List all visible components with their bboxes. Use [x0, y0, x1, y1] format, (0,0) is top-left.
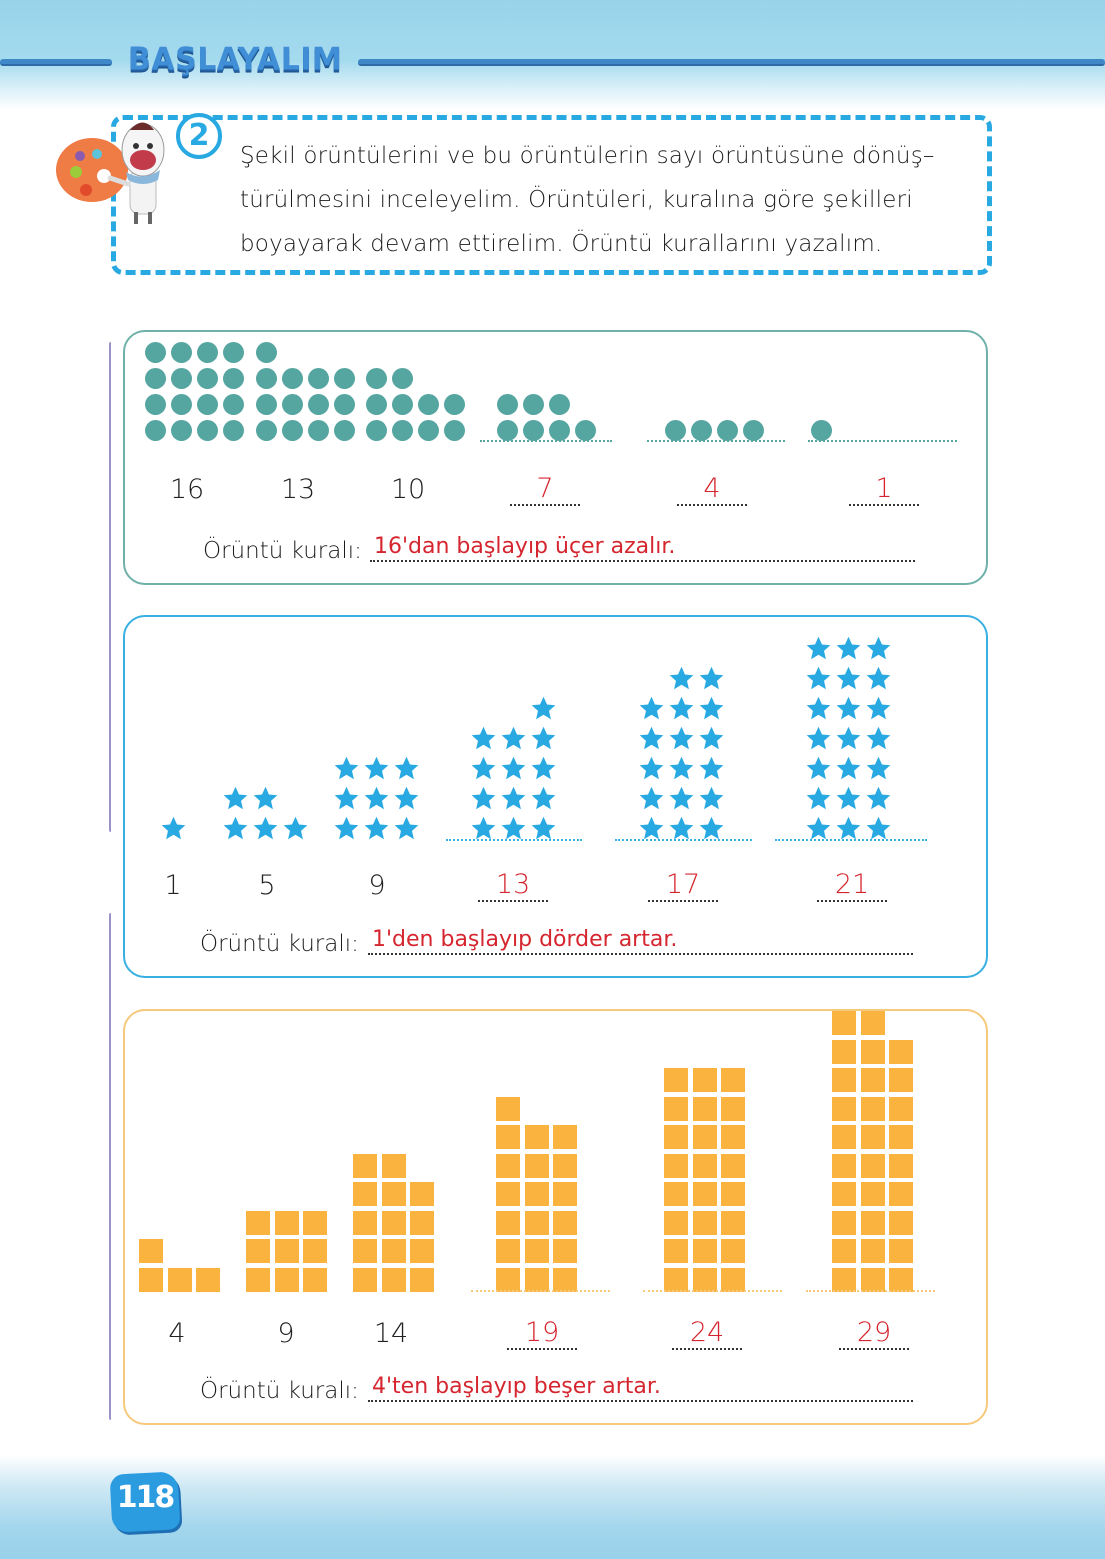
dot-icon[interactable] [549, 394, 570, 415]
star-icon[interactable] [835, 815, 862, 842]
dot-icon [308, 394, 329, 415]
square-icon[interactable] [861, 1211, 885, 1235]
square-icon[interactable] [889, 1268, 913, 1292]
dot-icon [171, 368, 192, 389]
square-icon[interactable] [889, 1097, 913, 1121]
square-icon[interactable] [832, 1182, 856, 1206]
dot-icon [256, 394, 277, 415]
square-icon[interactable] [693, 1125, 717, 1149]
answer-number-field[interactable]: 13 [478, 870, 548, 902]
square-icon[interactable] [664, 1211, 688, 1235]
square-icon[interactable] [664, 1268, 688, 1292]
square-icon [353, 1154, 377, 1178]
dot-icon [418, 394, 439, 415]
square-icon[interactable] [496, 1268, 520, 1292]
square-icon [382, 1182, 406, 1206]
square-icon[interactable] [496, 1239, 520, 1263]
dot-icon [366, 420, 387, 441]
star-icon [393, 755, 420, 782]
star-icon[interactable] [530, 755, 557, 782]
square-icon[interactable] [721, 1097, 745, 1121]
square-icon[interactable] [553, 1125, 577, 1149]
square-icon[interactable] [525, 1182, 549, 1206]
square-icon[interactable] [861, 1268, 885, 1292]
star-icon[interactable] [530, 815, 557, 842]
square-icon[interactable] [832, 1011, 856, 1035]
dot-icon [197, 342, 218, 363]
square-icon[interactable] [525, 1154, 549, 1178]
square-icon[interactable] [525, 1239, 549, 1263]
star-icon [333, 785, 360, 812]
dot-icon [197, 420, 218, 441]
star-icon [252, 785, 279, 812]
dot-icon [171, 420, 192, 441]
answer-number-field[interactable]: 1 [849, 474, 919, 506]
star-icon [393, 785, 420, 812]
dot-icon [282, 394, 303, 415]
instruction-line: türülmesini inceleyelim. Örüntüleri, kuralına göre şekilleri [240, 187, 913, 213]
square-icon [303, 1211, 327, 1235]
pattern-number: 9 [277, 1318, 295, 1349]
drawing-baseline [808, 440, 957, 442]
star-icon[interactable] [530, 785, 557, 812]
star-icon[interactable] [698, 755, 725, 782]
square-icon[interactable] [664, 1154, 688, 1178]
dot-icon [366, 368, 387, 389]
square-icon[interactable] [721, 1125, 745, 1149]
pattern-number: 16 [169, 474, 205, 505]
drawing-baseline [806, 1290, 935, 1292]
star-icon [222, 815, 249, 842]
star-icon[interactable] [668, 755, 695, 782]
square-icon[interactable] [832, 1268, 856, 1292]
star-icon[interactable] [638, 785, 665, 812]
square-icon[interactable] [889, 1211, 913, 1235]
pattern-number: 5 [258, 870, 276, 901]
star-icon [333, 815, 360, 842]
dot-icon [392, 394, 413, 415]
star-icon[interactable] [470, 785, 497, 812]
square-icon[interactable] [553, 1182, 577, 1206]
answer-number-field[interactable]: 19 [507, 1318, 577, 1350]
square-icon[interactable] [721, 1268, 745, 1292]
star-icon[interactable] [835, 665, 862, 692]
square-icon[interactable] [721, 1211, 745, 1235]
dot-icon [171, 394, 192, 415]
star-icon[interactable] [805, 665, 832, 692]
pattern-number: 4 [168, 1318, 186, 1349]
square-icon[interactable] [664, 1068, 688, 1092]
star-icon[interactable] [835, 755, 862, 782]
dot-icon [256, 368, 277, 389]
square-icon [246, 1268, 270, 1292]
square-icon [196, 1268, 220, 1292]
square-icon[interactable] [525, 1211, 549, 1235]
square-icon[interactable] [693, 1182, 717, 1206]
rule-label: Örüntü kuralı: [200, 931, 359, 957]
square-icon[interactable] [889, 1040, 913, 1064]
star-icon[interactable] [698, 785, 725, 812]
zebra-painter-illustration-icon [50, 110, 190, 230]
square-icon[interactable] [496, 1097, 520, 1121]
square-icon[interactable] [496, 1125, 520, 1149]
star-icon[interactable] [668, 725, 695, 752]
answer-number-field[interactable]: 4 [677, 474, 747, 506]
rule-answer-field[interactable]: 16'dan başlayıp üçer azalır. [370, 534, 915, 562]
dot-icon [334, 368, 355, 389]
square-icon[interactable] [496, 1211, 520, 1235]
square-icon [410, 1239, 434, 1263]
drawing-baseline [480, 440, 612, 442]
star-icon [363, 755, 390, 782]
square-icon[interactable] [861, 1097, 885, 1121]
star-icon[interactable] [698, 695, 725, 722]
star-icon[interactable] [470, 815, 497, 842]
square-icon[interactable] [861, 1182, 885, 1206]
square-icon[interactable] [832, 1125, 856, 1149]
dot-icon [418, 420, 439, 441]
star-icon [222, 785, 249, 812]
square-icon [139, 1239, 163, 1263]
dot-icon [282, 368, 303, 389]
square-icon[interactable] [553, 1268, 577, 1292]
square-icon [410, 1268, 434, 1292]
dot-icon [197, 394, 218, 415]
star-icon[interactable] [668, 695, 695, 722]
dot-icon [366, 394, 387, 415]
square-icon [246, 1211, 270, 1235]
square-icon[interactable] [553, 1239, 577, 1263]
star-icon[interactable] [638, 755, 665, 782]
square-icon[interactable] [721, 1154, 745, 1178]
page-number: 118 [116, 1480, 174, 1515]
square-icon [353, 1182, 377, 1206]
square-icon[interactable] [553, 1211, 577, 1235]
star-icon[interactable] [865, 815, 892, 842]
dot-icon [223, 342, 244, 363]
square-icon[interactable] [496, 1154, 520, 1178]
dot-icon [223, 368, 244, 389]
drawing-baseline [643, 1290, 782, 1292]
star-icon[interactable] [835, 725, 862, 752]
square-icon [303, 1268, 327, 1292]
dot-icon[interactable] [523, 420, 544, 441]
header-divider-right [358, 59, 1105, 66]
star-icon[interactable] [530, 695, 557, 722]
dot-icon [223, 394, 244, 415]
square-icon[interactable] [553, 1154, 577, 1178]
rule-label: Örüntü kuralı: [200, 1378, 359, 1404]
dot-icon [223, 420, 244, 441]
square-icon[interactable] [721, 1239, 745, 1263]
side-bracket [109, 913, 113, 1420]
star-icon [252, 815, 279, 842]
star-icon[interactable] [638, 815, 665, 842]
dot-icon [444, 394, 465, 415]
star-icon[interactable] [500, 755, 527, 782]
star-icon[interactable] [805, 815, 832, 842]
star-icon [363, 785, 390, 812]
square-icon[interactable] [525, 1268, 549, 1292]
square-icon [410, 1211, 434, 1235]
square-icon[interactable] [693, 1239, 717, 1263]
header-divider-left [0, 59, 112, 66]
star-icon[interactable] [835, 695, 862, 722]
star-icon [333, 755, 360, 782]
square-icon[interactable] [721, 1068, 745, 1092]
dot-icon [308, 420, 329, 441]
square-icon[interactable] [889, 1239, 913, 1263]
star-icon[interactable] [865, 785, 892, 812]
dot-icon [145, 420, 166, 441]
drawing-baseline [615, 839, 752, 841]
pattern-number: 1 [164, 870, 182, 901]
square-icon [303, 1239, 327, 1263]
star-icon[interactable] [698, 815, 725, 842]
answer-number-field[interactable]: 24 [672, 1318, 742, 1350]
square-icon[interactable] [832, 1097, 856, 1121]
square-icon[interactable] [721, 1182, 745, 1206]
star-icon[interactable] [638, 725, 665, 752]
square-icon [353, 1239, 377, 1263]
square-icon[interactable] [693, 1097, 717, 1121]
side-bracket [109, 342, 113, 832]
square-icon[interactable] [861, 1011, 885, 1035]
square-icon [168, 1268, 192, 1292]
dot-icon [282, 420, 303, 441]
star-icon[interactable] [865, 695, 892, 722]
square-icon[interactable] [861, 1154, 885, 1178]
answer-number-field[interactable]: 17 [648, 870, 718, 902]
star-icon[interactable] [698, 725, 725, 752]
star-icon [282, 815, 309, 842]
pattern-number: 14 [373, 1318, 409, 1349]
star-icon[interactable] [530, 725, 557, 752]
palette-icon [56, 138, 128, 202]
dot-icon [256, 420, 277, 441]
pattern-number: 9 [368, 870, 386, 901]
star-icon[interactable] [470, 755, 497, 782]
square-icon[interactable] [664, 1182, 688, 1206]
square-icon[interactable] [832, 1211, 856, 1235]
square-icon[interactable] [832, 1040, 856, 1064]
square-icon[interactable] [861, 1040, 885, 1064]
star-icon[interactable] [805, 725, 832, 752]
square-icon [275, 1239, 299, 1263]
dot-icon[interactable] [523, 394, 544, 415]
dot-icon[interactable] [743, 420, 764, 441]
rule-label: Örüntü kuralı: [203, 538, 362, 564]
dot-icon [171, 342, 192, 363]
star-icon[interactable] [805, 785, 832, 812]
square-icon [353, 1268, 377, 1292]
square-icon [275, 1268, 299, 1292]
star-icon [160, 815, 187, 842]
rule-answer-field[interactable]: 4'ten başlayıp beşer artar. [368, 1374, 913, 1402]
drawing-baseline [647, 440, 785, 442]
square-icon[interactable] [889, 1125, 913, 1149]
square-icon [353, 1211, 377, 1235]
square-icon[interactable] [693, 1211, 717, 1235]
dot-icon[interactable] [665, 420, 686, 441]
star-icon[interactable] [835, 785, 862, 812]
star-icon[interactable] [668, 665, 695, 692]
star-icon[interactable] [698, 665, 725, 692]
drawing-baseline [775, 839, 927, 841]
square-icon[interactable] [861, 1068, 885, 1092]
star-icon[interactable] [865, 725, 892, 752]
square-icon[interactable] [664, 1239, 688, 1263]
dot-icon [334, 394, 355, 415]
dot-icon[interactable] [497, 420, 518, 441]
star-icon[interactable] [668, 815, 695, 842]
dot-icon [145, 394, 166, 415]
star-icon[interactable] [865, 755, 892, 782]
dot-icon [145, 342, 166, 363]
square-icon[interactable] [861, 1239, 885, 1263]
answer-number-field[interactable]: 29 [839, 1318, 909, 1350]
star-icon[interactable] [805, 635, 832, 662]
square-icon [410, 1182, 434, 1206]
square-icon[interactable] [693, 1068, 717, 1092]
square-icon [139, 1268, 163, 1292]
dot-icon [145, 368, 166, 389]
dot-icon[interactable] [497, 394, 518, 415]
square-icon[interactable] [496, 1182, 520, 1206]
square-icon[interactable] [693, 1268, 717, 1292]
star-icon[interactable] [500, 725, 527, 752]
square-icon[interactable] [664, 1125, 688, 1149]
dot-icon[interactable] [575, 420, 596, 441]
dot-icon [392, 368, 413, 389]
star-icon[interactable] [500, 785, 527, 812]
dot-icon [334, 420, 355, 441]
square-icon [382, 1239, 406, 1263]
star-icon[interactable] [805, 695, 832, 722]
square-icon [382, 1154, 406, 1178]
pattern-number: 10 [390, 474, 426, 505]
square-icon[interactable] [525, 1125, 549, 1149]
star-icon[interactable] [500, 815, 527, 842]
dot-icon[interactable] [717, 420, 738, 441]
square-icon[interactable] [889, 1182, 913, 1206]
square-icon[interactable] [832, 1239, 856, 1263]
dot-icon [256, 342, 277, 363]
square-icon[interactable] [693, 1154, 717, 1178]
dot-icon [308, 368, 329, 389]
square-icon[interactable] [832, 1068, 856, 1092]
star-icon[interactable] [470, 725, 497, 752]
square-icon[interactable] [664, 1097, 688, 1121]
pattern-number: 13 [280, 474, 316, 505]
square-icon [382, 1268, 406, 1292]
instruction-line: boyayarak devam ettirelim. Örüntü kurallarını yazalım. [240, 231, 883, 257]
square-icon[interactable] [889, 1154, 913, 1178]
square-icon [246, 1239, 270, 1263]
instruction-text [240, 134, 970, 266]
dot-icon [197, 368, 218, 389]
dot-icon[interactable] [811, 420, 832, 441]
square-icon [382, 1211, 406, 1235]
star-icon[interactable] [865, 635, 892, 662]
star-icon [393, 815, 420, 842]
drawing-baseline [446, 839, 582, 841]
dot-icon[interactable] [549, 420, 570, 441]
square-icon[interactable] [861, 1125, 885, 1149]
star-icon[interactable] [835, 635, 862, 662]
answer-number-field[interactable]: 21 [817, 870, 887, 902]
star-icon [363, 815, 390, 842]
drawing-baseline [471, 1290, 610, 1292]
rule-answer-field[interactable]: 1'den başlayıp dörder artar. [368, 927, 913, 955]
step-number-badge: 2 [176, 113, 222, 159]
star-icon[interactable] [668, 785, 695, 812]
section-title: BAŞLAYALIM [128, 41, 343, 78]
square-icon[interactable] [832, 1154, 856, 1178]
star-icon[interactable] [805, 755, 832, 782]
dot-icon[interactable] [691, 420, 712, 441]
instruction-line: Şekil örüntülerini ve bu örüntülerin sayı örüntüsüne dönüş– [240, 143, 935, 169]
answer-number-field[interactable]: 7 [510, 474, 580, 506]
star-icon[interactable] [865, 665, 892, 692]
square-icon[interactable] [889, 1068, 913, 1092]
square-icon [275, 1211, 299, 1235]
star-icon[interactable] [638, 695, 665, 722]
dot-icon [444, 420, 465, 441]
dot-icon [392, 420, 413, 441]
